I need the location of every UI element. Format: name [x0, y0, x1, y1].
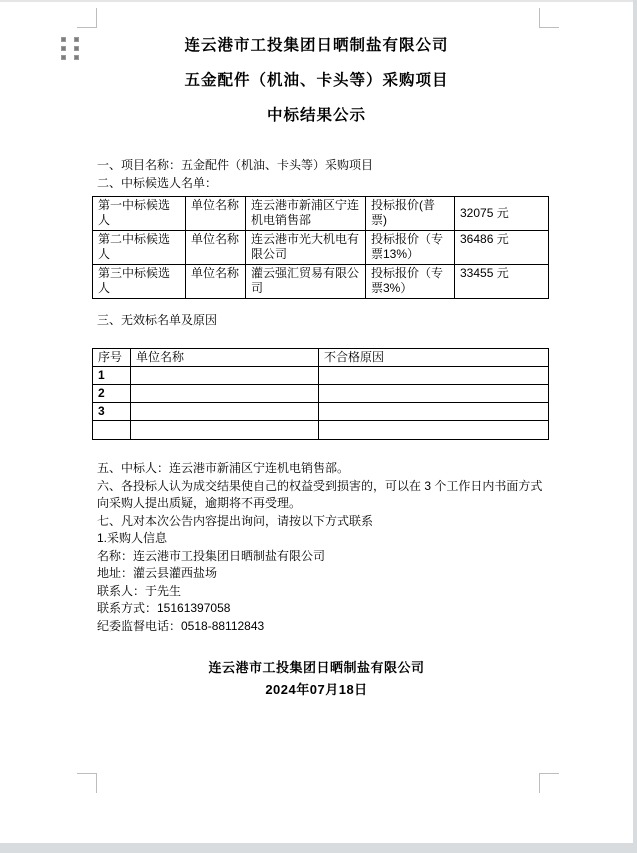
section-intro [97, 156, 373, 192]
page-edge-top [0, 0, 637, 2]
table-row [93, 265, 549, 299]
section-item-6: 六、各投标人认为成交结果使自己的权益受到损害的，可以在 3 个工作日内书面方式向采购人提出质疑，逾期将不再受理。 [97, 478, 543, 510]
reason-cell [319, 385, 549, 403]
price-label: 投标报价（专票13%） [366, 231, 455, 265]
unit-name-label: 单位名称 [186, 231, 246, 265]
unit-name-label: 单位名称 [186, 197, 246, 231]
doc-title-project: 五金配件（机油、卡头等）采购项目 [184, 72, 449, 89]
reason-cell [319, 403, 549, 421]
price-value: 32075 元 [455, 197, 549, 231]
doc-title-company: 连云港市工投集团日晒制盐有限公司 [184, 37, 449, 54]
unit-cell [131, 385, 319, 403]
table-row [93, 197, 549, 231]
crop-mark-bottom-left [77, 773, 97, 793]
candidate-rank: 第一中标候选人 [93, 197, 186, 231]
price-value: 33455 元 [455, 265, 549, 299]
col-header-unit: 单位名称 [131, 349, 319, 367]
crop-mark-top-right [539, 8, 559, 28]
seq-cell [93, 421, 131, 440]
invalid-bids-table [92, 348, 549, 440]
table-row [93, 421, 549, 440]
reason-cell [319, 421, 549, 440]
doc-title-announcement: 中标结果公示 [266, 107, 366, 124]
unit-cell [131, 367, 319, 385]
price-label: 投标报价(普票) [366, 197, 455, 231]
table-row [93, 385, 549, 403]
unit-cell [131, 421, 319, 440]
supervision-phone: 纪委监督电话：0518-88112843 [97, 618, 265, 633]
purchaser-info-heading: 1.采购人信息 [97, 531, 168, 545]
table-row [93, 367, 549, 385]
seq-cell: 2 [93, 385, 131, 403]
seq-cell: 1 [93, 367, 131, 385]
candidate-rank: 第二中标候选人 [93, 231, 186, 265]
page-edge-right [633, 0, 637, 853]
section-item-1: 一、项目名称：五金配件（机油、卡头等）采购项目 [97, 158, 374, 172]
signature-block [0, 657, 633, 700]
title-block [0, 28, 633, 133]
table-header-row [93, 349, 549, 367]
seq-cell: 3 [93, 403, 131, 421]
price-label: 投标报价（专票3%） [366, 265, 455, 299]
section-item-3: 三、无效标名单及原因 [97, 313, 218, 327]
candidate-rank: 第三中标候选人 [93, 265, 186, 299]
contact-phone: 联系方式：15161397058 [97, 601, 231, 615]
unit-cell [131, 403, 319, 421]
signature-date: 2024年07月18日 [265, 681, 368, 697]
section-notes-and-contact [97, 460, 544, 635]
contact-person: 联系人：于先生 [97, 583, 182, 598]
section-item-5: 五、中标人：连云港市新浦区宁连机电销售部。 [97, 461, 350, 475]
candidate-company: 连云港市新浦区宁连机电销售部 [246, 197, 366, 231]
candidates-table [92, 196, 549, 299]
page-edge-bottom [0, 843, 637, 853]
crop-mark-bottom-right [539, 773, 559, 793]
unit-name-label: 单位名称 [186, 265, 246, 299]
purchaser-address: 地址：灌云县灌西盐场 [97, 566, 218, 580]
purchaser-name: 名称：连云港市工投集团日晒制盐有限公司 [97, 548, 326, 563]
signature-company: 连云港市工投集团日晒制盐有限公司 [208, 660, 425, 675]
reason-cell [319, 367, 549, 385]
section-item-7: 七、凡对本次公告内容提出询问，请按以下方式联系 [97, 513, 374, 528]
table-row [93, 231, 549, 265]
col-header-reason: 不合格原因 [319, 349, 549, 367]
candidate-company: 灌云强汇贸易有限公司 [246, 265, 366, 299]
price-value: 36486 元 [455, 231, 549, 265]
section-item-2: 二、中标候选人名单： [97, 176, 218, 190]
candidate-company: 连云港市光大机电有限公司 [246, 231, 366, 265]
col-header-seq: 序号 [93, 349, 131, 367]
crop-mark-top-left [77, 8, 97, 28]
table-row [93, 403, 549, 421]
